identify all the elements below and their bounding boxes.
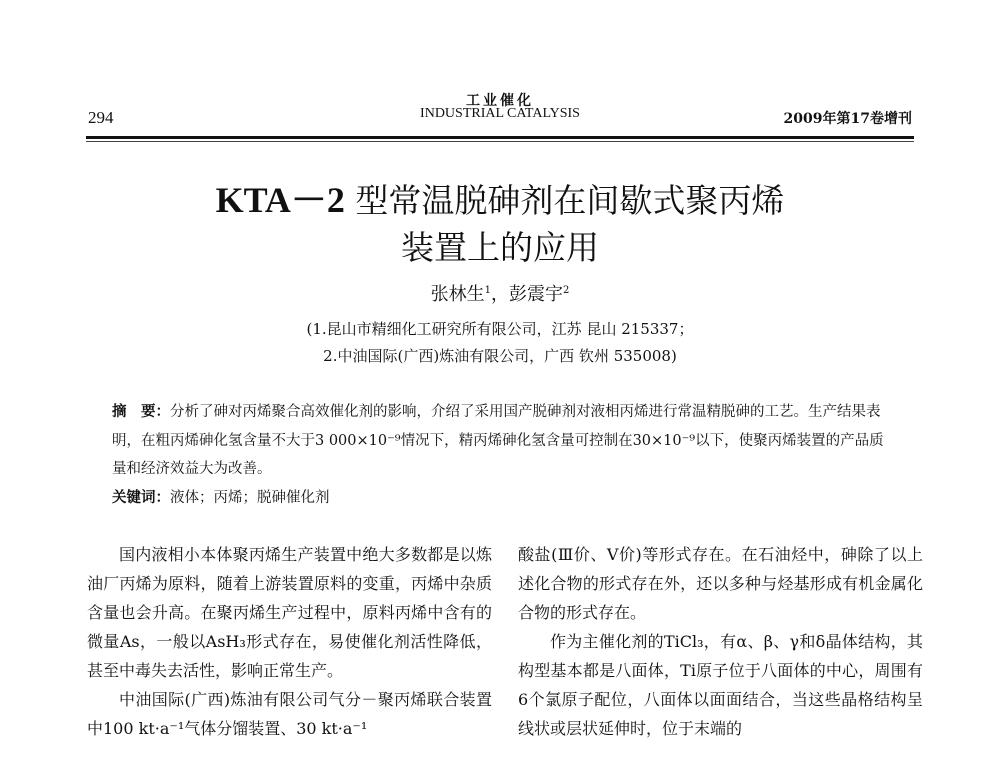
author-1: 张林生 bbox=[430, 284, 485, 305]
paragraph: 酸盐(Ⅲ价、Ⅴ价)等形式存在。在石油烃中，砷除了以上述化合物的形式存在外，还以多种与烃基形成有机金属化合物的形式存在。 bbox=[518, 545, 923, 622]
abstract-label: 摘 要： bbox=[112, 404, 170, 420]
journal-title-en: INDUSTRIAL CATALYSIS bbox=[420, 106, 580, 121]
title-text: 型常温脱砷剂在间歇式聚丙烯 bbox=[355, 181, 785, 220]
abstract-text: 分析了砷对丙烯聚合高效催化剂的影响，介绍了采用国产脱砷剂对液相丙烯进行常温精脱砷的工艺。生产结果表明，在粗丙烯砷化氢含量不大于3 000×10⁻⁹情况下，精丙烯砷化氢含量可控制在30×10⁻⁹以下，使聚丙烯装置的产品质量和经济效益大为改善。 bbox=[112, 404, 884, 477]
paragraph: 国内液相小本体聚丙烯生产装置中绝大多数都是以炼油厂丙烯为原料，随着上游装置原料的变重，丙烯中杂质含量也会升高。在聚丙烯生产过程中，原料丙烯中含有的微量As，一般以AsH₃形式存在，易使催化剂活性降低，甚至中毒失去活性，影响正常生产。 bbox=[87, 545, 492, 680]
issue-info: 2009年第17卷增刊 bbox=[783, 111, 912, 127]
author-1-affiliation-mark: 1 bbox=[484, 285, 491, 296]
article-title-line2: 装置上的应用 bbox=[401, 228, 599, 267]
paragraph: 中油国际(广西)炼油有限公司气分－聚丙烯联合装置中100 kt·a⁻¹气体分馏装置、30 kt·a⁻¹ bbox=[87, 690, 492, 738]
author-2-affiliation-mark: 2 bbox=[563, 285, 570, 296]
keywords: 液体；丙烯；脱砷催化剂 bbox=[170, 489, 330, 506]
authors bbox=[0, 280, 1000, 306]
affiliation-1: (1.昆山市精细化工研究所有限公司，江苏 昆山 215337； bbox=[306, 320, 694, 338]
page-number: 294 bbox=[88, 108, 114, 127]
affiliation-2: 2.中油国际(广西)炼油有限公司，广西 钦州 535008) bbox=[323, 347, 677, 365]
abstract bbox=[112, 398, 892, 512]
paragraph: 作为主催化剂的TiCl₃，有α、β、γ和δ晶体结构，其构型基本都是八面体，Ti原子位于八面体的中心，周围有6个氯原子配位，八面体以面面结合，当这些晶格结构呈线状或层状延伸时，位于末端的 bbox=[518, 632, 923, 738]
author-separator: ， bbox=[491, 284, 509, 305]
author-2: 彭震宇 bbox=[509, 284, 563, 305]
body-column-right bbox=[518, 540, 923, 743]
journal-title-cn: 工业催化 bbox=[466, 93, 534, 109]
keywords-label: 关键词： bbox=[112, 489, 170, 506]
header-rule-thin bbox=[86, 141, 914, 142]
title-code: KTA－2 bbox=[215, 180, 345, 220]
article-title-line1 bbox=[0, 172, 1000, 223]
header-rule bbox=[86, 136, 914, 139]
body-column-left bbox=[87, 540, 492, 743]
